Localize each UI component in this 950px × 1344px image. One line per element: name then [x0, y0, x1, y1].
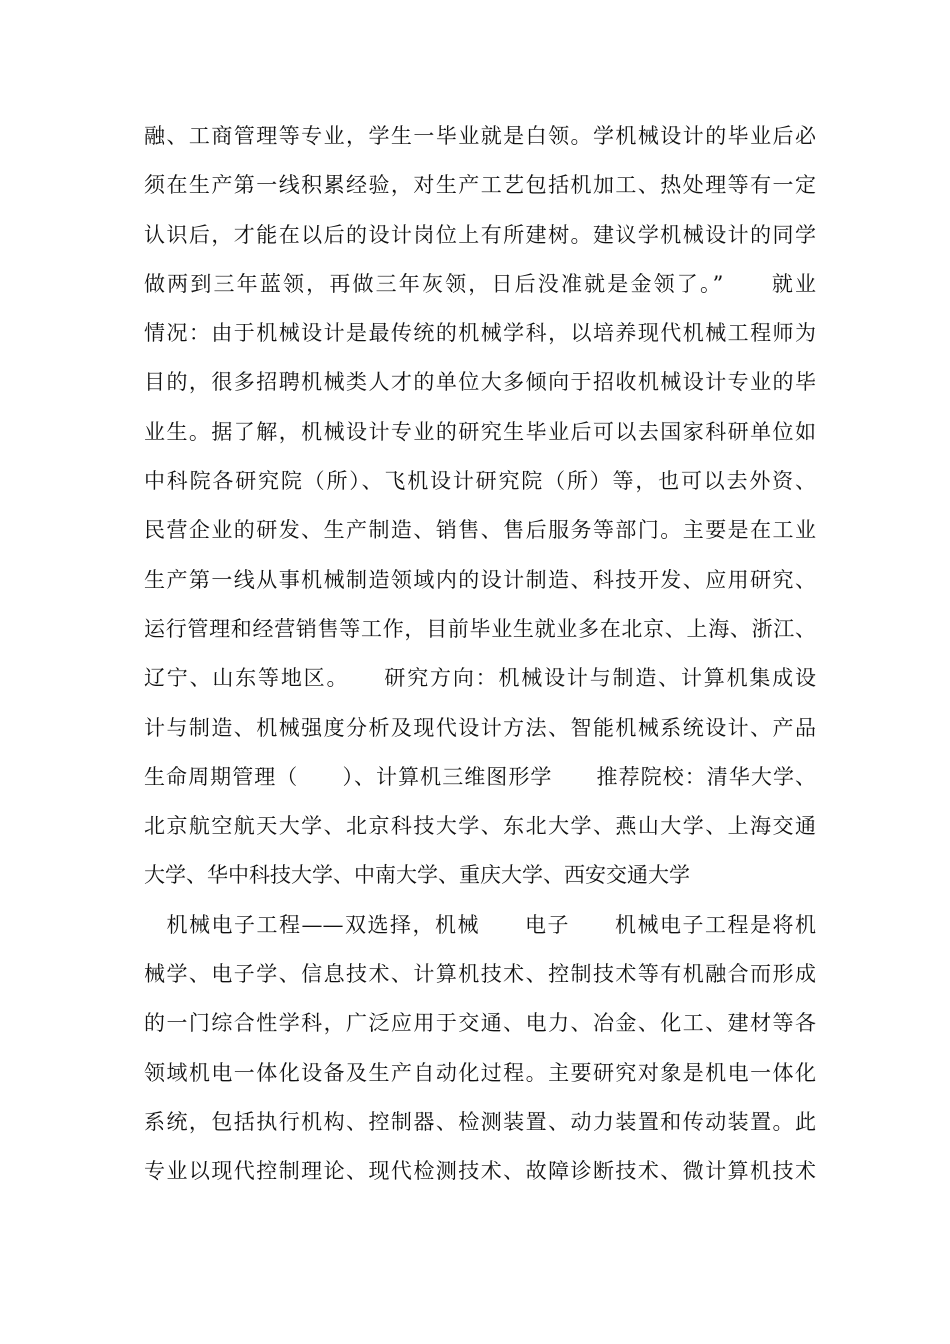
text-line: 目的，很多招聘机械类人才的单位大多倾向于招收机械设计专业的毕: [144, 370, 816, 395]
text-line: 业生。据了解，机械设计专业的研究生毕业后可以去国家科研单位如: [144, 419, 816, 444]
text-line: 民营企业的研发、生产制造、销售、售后服务等部门。主要是在工业: [144, 518, 816, 543]
text-line: 生产第一线从事机械制造领域内的设计制造、科技开发、应用研究、: [144, 567, 816, 592]
text-line: 大学、华中科技大学、中南大学、重庆大学、西安交通大学: [144, 863, 690, 888]
text-line: 北京航空航天大学、北京科技大学、东北大学、燕山大学、上海交通: [144, 814, 816, 839]
text-line: 中科院各研究院（所）、飞机设计研究院（所）等，也可以去外资、: [144, 469, 816, 494]
text-line: 情况：由于机械设计是最传统的机械学科，以培养现代机械工程师为: [144, 321, 816, 346]
text-line: 专业以现代控制理论、现代检测技术、故障诊断技术、微计算机技术: [144, 1159, 816, 1184]
text-line: 计与制造、机械强度分析及现代设计方法、智能机械系统设计、产品: [144, 715, 816, 740]
text-line: 做两到三年蓝领，再做三年灰领，日后没准就是金领了。” 就业: [144, 271, 816, 296]
text-line: 领域机电一体化设备及生产自动化过程。主要研究对象是机电一体化: [144, 1060, 816, 1085]
text-line: 辽宁、山东等地区。 研究方向：机械设计与制造、计算机集成设: [144, 666, 816, 691]
text-line: 须在生产第一线积累经验，对生产工艺包括机加工、热处理等有一定: [144, 173, 816, 198]
text-line: 的一门综合性学科，广泛应用于交通、电力、冶金、化工、建材等各: [144, 1011, 816, 1036]
text-line: 械学、电子学、信息技术、计算机技术、控制技术等有机融合而形成: [144, 962, 816, 987]
text-line: 融、工商管理等专业，学生一毕业就是白领。学机械设计的毕业后必: [144, 124, 816, 148]
text-line: 系统，包括执行机构、控制器、检测装置、动力装置和传动装置。此: [144, 1109, 816, 1134]
text-line: 机械电子工程——双选择，机械 电子 机械电子工程是将机: [144, 912, 816, 937]
text-line: 认识后，才能在以后的设计岗位上有所建树。建议学机械设计的同学: [144, 222, 816, 247]
body-text: [144, 112, 816, 1197]
text-line: 运行管理和经营销售等工作，目前毕业生就业多在北京、上海、浙江、: [144, 616, 816, 641]
text-line: 生命周期管理（ ）、计算机三维图形学 推荐院校：清华大学、: [144, 764, 816, 789]
